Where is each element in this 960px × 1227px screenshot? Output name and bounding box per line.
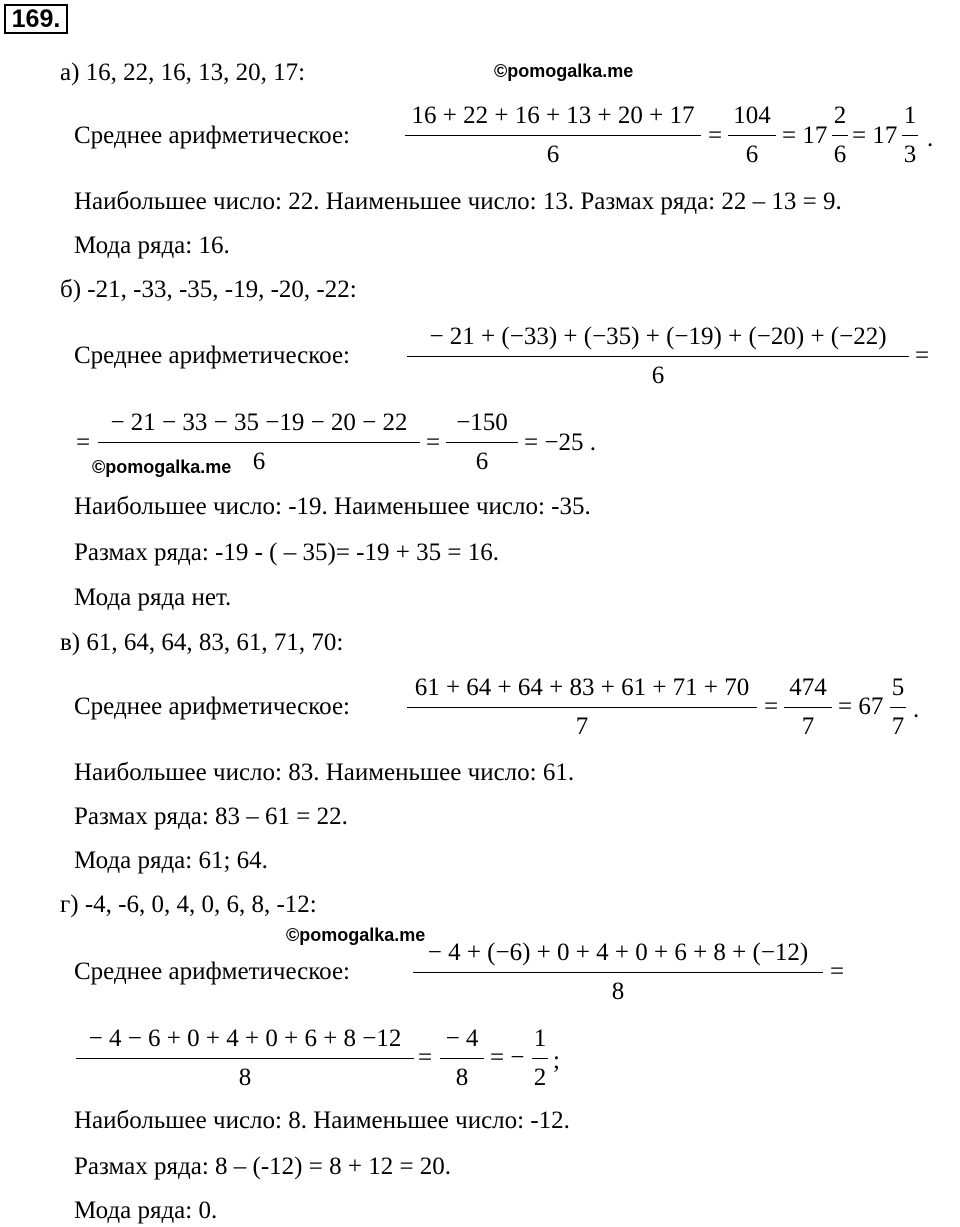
fraction-numerator: 5 xyxy=(891,674,905,701)
part-g-fraction-4-8 xyxy=(440,1024,484,1093)
fraction-denominator: 6 xyxy=(745,141,759,168)
watermark: ©pomogalka.me xyxy=(286,925,426,945)
fraction-numerator: 61 + 64 + 64 + 83 + 61 + 71 + 70 xyxy=(414,674,750,701)
fraction-numerator: 1 xyxy=(533,1025,547,1052)
equals: = xyxy=(830,958,845,985)
fraction-numerator: 104 xyxy=(733,102,771,129)
fraction-denominator: 8 xyxy=(611,978,625,1005)
part-b-range: Размах ряда: -19 - ( – 35)= -19 + 35 = 16. xyxy=(74,539,499,566)
equals: = xyxy=(76,429,91,456)
mixed-whole: = 17 xyxy=(852,122,898,149)
part-b-max-min: Наибольшее число: -19. Наименьшее число: -35. xyxy=(74,493,591,520)
part-b-result: = −25 . xyxy=(524,429,596,456)
part-b-fraction-150-6 xyxy=(446,408,518,477)
fraction-numerator: −150 xyxy=(456,409,508,436)
semicolon: ; xyxy=(553,1047,560,1074)
equals: = xyxy=(915,342,930,369)
part-v-mixed-fraction-5-7 xyxy=(890,673,906,742)
mixed-whole: = 67 xyxy=(838,693,884,720)
part-a-header: а) 16, 22, 16, 13, 20, 17: xyxy=(60,59,306,86)
part-a-fraction-104-6 xyxy=(728,101,776,170)
mixed-whole: = 17 xyxy=(782,122,828,149)
fraction-denominator: 6 xyxy=(252,448,266,475)
equals: = xyxy=(764,693,779,720)
part-b-mean-label: Среднее арифметическое: xyxy=(74,342,350,369)
fraction-numerator: − 4 + (−6) + 0 + 4 + 0 + 6 + 8 + (−12) xyxy=(427,939,809,966)
fraction-denominator: 6 xyxy=(546,141,560,168)
fraction-numerator: 1 xyxy=(903,102,917,129)
fraction-denominator: 6 xyxy=(833,141,847,168)
part-g-max-min: Наибольшее число: 8. Наименьшее число: -12. xyxy=(74,1107,570,1134)
fraction-denominator: 2 xyxy=(533,1064,547,1091)
fraction-denominator: 8 xyxy=(455,1064,469,1091)
fraction-numerator: − 4 xyxy=(445,1025,479,1052)
equals: = xyxy=(426,429,441,456)
part-a-mixed-fraction-2-6 xyxy=(832,101,848,170)
fraction-denominator: 7 xyxy=(575,713,589,740)
part-v-mode: Мода ряда: 61; 64. xyxy=(74,847,268,874)
part-a-mixed-fraction-1-3 xyxy=(902,101,918,170)
part-g-mode: Мода ряда: 0. xyxy=(74,1197,218,1224)
part-g-sum-fraction xyxy=(413,938,823,1007)
watermark: ©pomogalka.me xyxy=(92,457,232,477)
part-b-mode: Мода ряда нет. xyxy=(74,584,232,611)
fraction-numerator: 474 xyxy=(789,674,827,701)
part-v-fraction-474-7 xyxy=(784,673,832,742)
equals: = xyxy=(418,1044,433,1071)
fraction-numerator: − 4 − 6 + 0 + 4 + 0 + 6 + 8 −12 xyxy=(88,1025,402,1052)
part-v-mean-label: Среднее арифметическое: xyxy=(74,693,350,720)
fraction-denominator: 6 xyxy=(475,448,489,475)
fraction-numerator: 16 + 22 + 16 + 13 + 20 + 17 xyxy=(411,102,695,129)
part-v-range: Размах ряда: 83 – 61 = 22. xyxy=(74,803,348,830)
part-b-header: б) -21, -33, -35, -19, -20, -22: xyxy=(60,276,357,303)
part-a-mean-label: Среднее арифметическое: xyxy=(74,122,350,149)
part-v-header: в) 61, 64, 64, 83, 61, 71, 70: xyxy=(60,629,344,656)
watermark: ©pomogalka.me xyxy=(494,61,634,81)
part-g-simplified-fraction xyxy=(76,1024,414,1093)
part-g-fraction-1-2 xyxy=(532,1024,548,1093)
fraction-numerator: − 21 − 33 − 35 −19 − 20 − 22 xyxy=(110,409,408,436)
part-a-stats: Наибольшее число: 22. Наименьшее число: 13. Размах ряда: 22 – 13 = 9. xyxy=(74,188,842,215)
fraction-numerator: 2 xyxy=(833,102,847,129)
equals: = xyxy=(708,122,723,149)
equals-minus: = − xyxy=(490,1044,525,1071)
part-g-mean-label: Среднее арифметическое: xyxy=(74,958,350,985)
fraction-denominator: 7 xyxy=(801,713,815,740)
fraction-denominator: 6 xyxy=(651,362,665,389)
part-g-header: г) -4, -6, 0, 4, 0, 6, 8, -12: xyxy=(60,891,317,918)
part-a-mode: Мода ряда: 16. xyxy=(74,232,230,259)
part-b-sum-fraction xyxy=(407,322,909,391)
period: . xyxy=(927,125,934,152)
problem-number: 169. xyxy=(4,4,68,34)
fraction-denominator: 8 xyxy=(238,1064,252,1091)
part-a-sum-fraction xyxy=(405,101,701,170)
part-g-range: Размах ряда: 8 – (-12) = 8 + 12 = 20. xyxy=(74,1153,452,1180)
fraction-numerator: − 21 + (−33) + (−35) + (−19) + (−20) + (−22) xyxy=(429,323,887,350)
part-v-max-min: Наибольшее число: 83. Наименьшее число: 61. xyxy=(74,759,575,786)
fraction-denominator: 7 xyxy=(891,713,905,740)
period: . xyxy=(913,696,920,723)
fraction-denominator: 3 xyxy=(903,141,917,168)
part-v-sum-fraction xyxy=(407,673,757,742)
